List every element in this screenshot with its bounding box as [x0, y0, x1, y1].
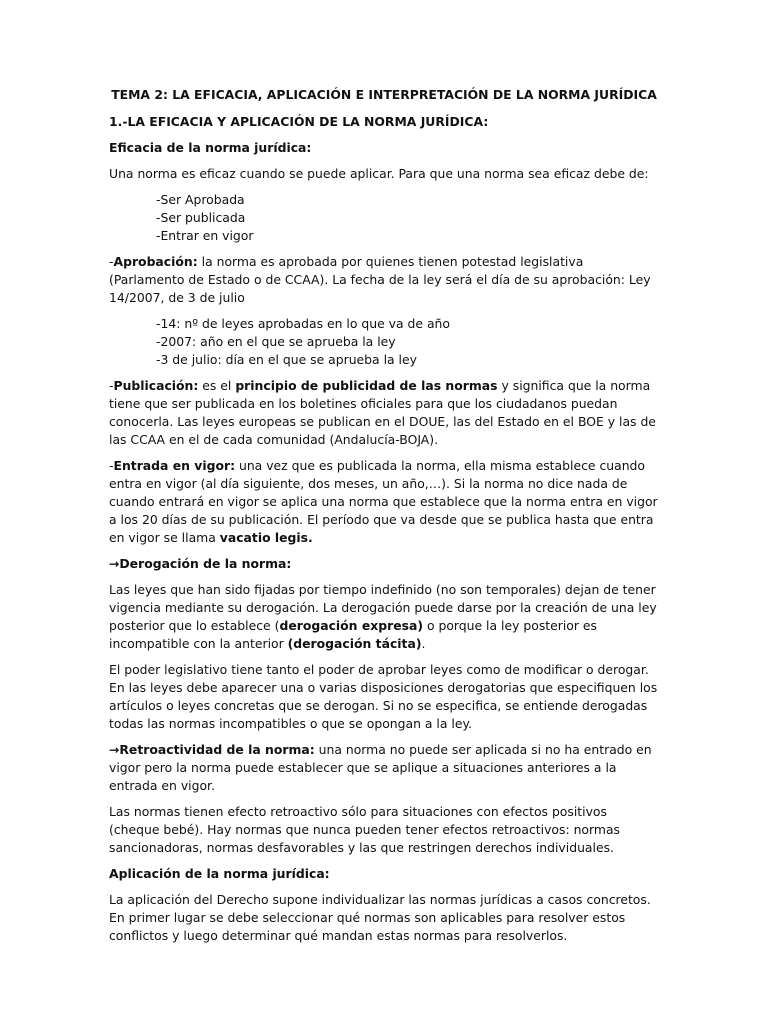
paragraph-retroactividad-2: Las normas tienen efecto retroactivo sólo para situaciones con efectos positivos (cheque bebé). Hay normas que nunca pueden tener efectos retroactivos: normas sancionadoras, normas desfavorables y las que restringen derechos individuales.: [109, 804, 621, 855]
dash: -: [109, 378, 114, 393]
heading-label: Derogación de la norma:: [119, 556, 292, 571]
list-item: -3 de julio: día en el que se aprueba la ley: [156, 352, 417, 367]
paragraph-publicacion: [109, 377, 659, 449]
text: Las leyes que han sido fijadas por tiempo indefinido (no son temporales) dejan de tener vigencia mediante su derogación. La derogación puede darse por la creación de una ley posterior que lo establece (: [109, 582, 657, 633]
text: una norma no puede ser aplicada si no ha entrado en vigor pero la norma puede establecer que se aplique a situaciones anteriores a la entrada en vigor.: [109, 742, 652, 793]
document-body: [109, 113, 659, 953]
text: es el: [198, 378, 236, 393]
text: o porque la ley posterior es incompatible con la anterior: [109, 618, 597, 651]
dash: -: [109, 458, 114, 473]
list-item: -Entrar en vigor: [156, 228, 254, 243]
term-principio-publicidad: principio de publicidad de las normas: [235, 378, 498, 393]
dash: -: [109, 254, 114, 269]
term-derogacion-expresa: derogación expresa): [279, 618, 423, 633]
paragraph-retroactividad: [109, 741, 659, 795]
subsection-heading-derogacion: [109, 555, 659, 573]
paragraph-eficacia-intro: Una norma es eficaz cuando se puede aplicar. Para que una norma sea eficaz debe de:: [109, 166, 649, 181]
subsection-heading-eficacia: Eficacia de la norma jurídica:: [109, 140, 312, 155]
term-publicacion: Publicación:: [113, 378, 199, 393]
term-entrada-vigor: Entrada en vigor:: [113, 458, 236, 473]
text: una vez que es publicada la norma, ella misma establece cuando entra en vigor (al día siguiente, dos meses, un año,…). Si la norma no dice nada de cuando entrará en vigor se aplica una norma que establece que la norma entra en vigor a los 20 días de su publicación. El período que va desde que se publica hasta que entra en vigor se llama: [109, 458, 658, 545]
text: la norma es aprobada por quienes tienen potestad legislativa (Parlamento de Estado o de CCAA). La fecha de la ley será el día de su aprobación: Ley 14/2007, de 3 de julio: [109, 254, 651, 305]
paragraph-entrada-vigor: [109, 457, 659, 547]
paragraph-derogacion-2: El poder legislativo tiene tanto el poder de aprobar leyes como de modificar o derogar. En las leyes debe aparecer una o varias disposiciones derogatorias que especifiquen los artículos o leyes concretas que se derogan. Si no se especifica, se entiende derogadas todas las normas incompatibles o que se opongan a la ley.: [109, 662, 658, 731]
paragraph-aplicacion: La aplicación del Derecho supone individualizar las normas jurídicas a casos concretos. En primer lugar se debe seleccionar qué normas son aplicables para resolver estos conflictos y luego determinar qué mandan estas normas para resolverlos.: [109, 892, 651, 943]
arrow-right-icon: →: [109, 556, 120, 571]
list-item: -2007: año en el que se aprueba la ley: [156, 334, 396, 349]
text: y significa que la norma tiene que ser publicada en los boletines oficiales para que los ciudadanos puedan conocerla. Las leyes europeas se publican en el DOUE, las del Estado en el BOE y las de las CCAA en el de cada comunidad (Andalucía-BOJA).: [109, 378, 656, 447]
ley-detalles-list: [109, 315, 659, 369]
term-retroactividad: Retroactividad de la norma:: [119, 742, 315, 757]
list-item: -Ser Aprobada: [156, 192, 245, 207]
term-aprobacion: Aprobación:: [113, 254, 198, 269]
document-title: TEMA 2: LA EFICACIA, APLICACIÓN E INTERPRETACIÓN DE LA NORMA JURÍDICA: [111, 87, 657, 102]
paragraph-aprobacion: [109, 253, 659, 307]
section-heading: 1.-LA EFICACIA Y APLICACIÓN DE LA NORMA JURÍDICA:: [109, 114, 489, 129]
term-vacatio-legis: vacatio legis.: [219, 530, 313, 545]
list-item: -14: nº de leyes aprobadas en lo que va de año: [156, 316, 450, 331]
requisitos-list: [109, 191, 659, 245]
subsection-heading-aplicacion: Aplicación de la norma jurídica:: [109, 866, 330, 881]
paragraph-derogacion-1: [109, 581, 659, 653]
list-item: -Ser publicada: [156, 210, 246, 225]
term-derogacion-tacita: (derogación tácita): [287, 636, 422, 651]
text: .: [421, 636, 426, 651]
arrow-right-icon: →: [109, 742, 120, 757]
